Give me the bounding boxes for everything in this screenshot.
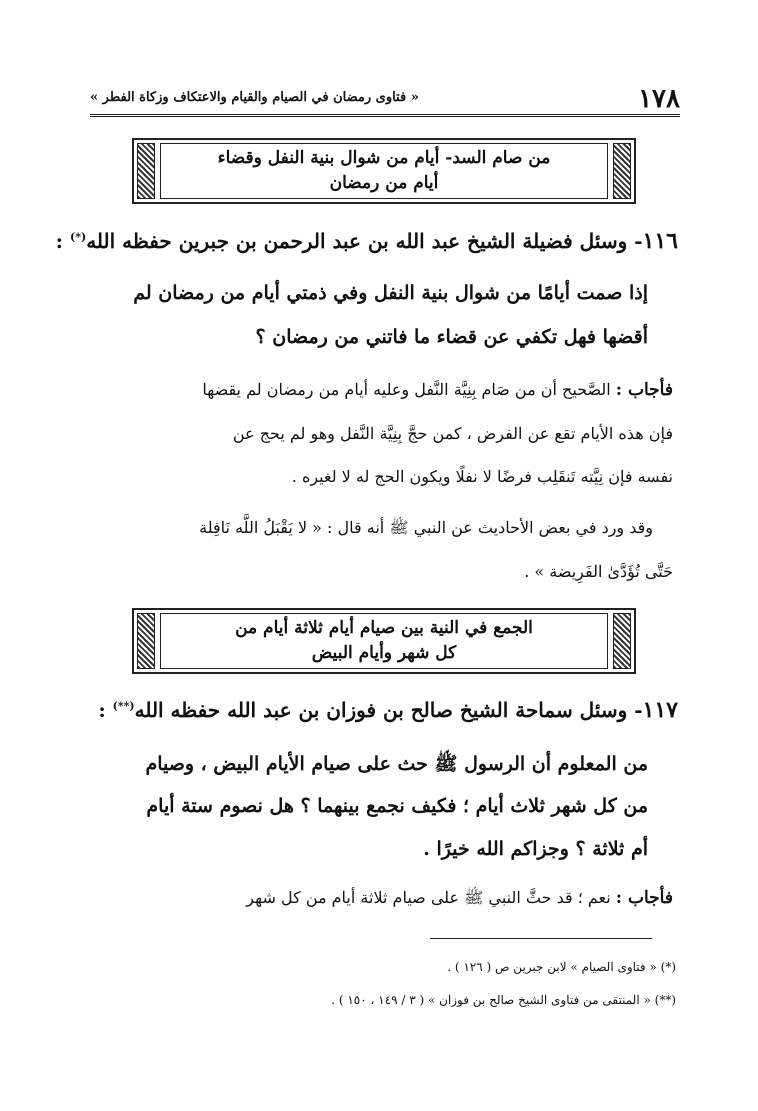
decorative-border bbox=[137, 143, 155, 199]
question-number: ١١٦ bbox=[642, 228, 678, 254]
section-title-box-1 bbox=[132, 138, 636, 204]
page-header bbox=[90, 84, 680, 117]
running-title: « فتاوى رمضان في الصيام والقيام والاعتكاف وزكاة الفطر » bbox=[90, 90, 419, 105]
question-heading-116: ١١٦- وسئل فضيلة الشيخ عبد الله بن عبد الرحمن بن جبرين حفظه الله(*) : bbox=[55, 228, 678, 254]
question-text: أم ثلاثة ؟ وجزاكم الله خيرًا . bbox=[423, 838, 648, 860]
answer-line: حَتَّى تُؤَدَّىٰ الفَرِيضة » . bbox=[524, 562, 673, 581]
question-text: من كل شهر ثلاث أيام ؛ فكيف نجمع بينهما ؟ هل نصوم ستة أيام bbox=[146, 795, 648, 817]
question-heading-117: ١١٧- وسئل سماحة الشيخ صالح بن فوزان بن عبد الله حفظه الله(**) : bbox=[98, 697, 678, 723]
answer-line: فأجاب : الصَّحيح أن من صَام بِنِيَّة النَّفل وعليه أيام من رمضان لم يقضها bbox=[202, 380, 673, 400]
section-title-line: الجمع في النية بين صيام أيام ثلاثة أيام من bbox=[235, 618, 533, 638]
footnote-separator bbox=[430, 938, 652, 939]
page-number: ١٧٨ bbox=[638, 84, 680, 114]
question-text: إذا صمت أيامًا من شوال بنية النفل وفي ذمتي أيام من رمضان لم bbox=[133, 282, 648, 304]
answer-line: فإن هذه الأيام تقع عن الفرض ، كمن حجَّ بِنِيَّة النَّفل وهو لم يحج عن bbox=[232, 424, 673, 443]
footnote: (**) « المنتقى من فتاوى الشيخ صالح بن فوزان » ( ٣ / ١٤٩ ، ١٥٠ ) . bbox=[331, 993, 676, 1007]
answer-line: فأجاب : نعم ؛ قد حثَّ النبي ﷺ على صيام ثلاثة أيام من كل شهر bbox=[246, 888, 673, 908]
question-heading-text: - وسئل سماحة الشيخ صالح بن فوزان بن عبد الله حفظه الله bbox=[134, 698, 643, 722]
question-text: من المعلوم أن الرسول ﷺ حث على صيام الأيام البيض ، وصيام bbox=[145, 753, 648, 775]
footnote-marker: (*) bbox=[70, 230, 87, 244]
answer-line: نفسه فإن نِيَّته تَنقَلِب فرضًا لا نفلًا ويكون الحج له لا لغيره . bbox=[291, 467, 673, 486]
question-text: أقضها فهل تكفي عن قضاء ما فاتني من رمضان ؟ bbox=[255, 326, 648, 348]
footnote: (*) « فتاوى الصيام » لابن جبرين ص ( ١٢٦ ) . bbox=[447, 960, 676, 974]
answer-label: فأجاب : bbox=[615, 380, 673, 400]
decorative-border bbox=[613, 613, 631, 669]
footnote-marker: (**) bbox=[112, 699, 135, 713]
answer-line: وقد ورد في بعض الأحاديث عن النبي ﷺ أنه قال : « لا يَقْبَلُ اللَّه نَافِلة bbox=[199, 518, 653, 537]
section-title-line: كل شهر وأيام البيض bbox=[311, 643, 457, 663]
section-title-line: من صام السد- أيام من شوال بنية النفل وقضاء bbox=[217, 148, 551, 168]
section-title-box-2 bbox=[132, 608, 636, 674]
decorative-border bbox=[613, 143, 631, 199]
decorative-border bbox=[137, 613, 155, 669]
answer-label: فأجاب : bbox=[615, 888, 673, 908]
section-title-line: أيام من رمضان bbox=[329, 173, 439, 193]
question-heading-text: - وسئل فضيلة الشيخ عبد الله بن عبد الرحمن بن جبرين حفظه الله bbox=[86, 229, 643, 253]
question-number: ١١٧ bbox=[642, 697, 678, 723]
